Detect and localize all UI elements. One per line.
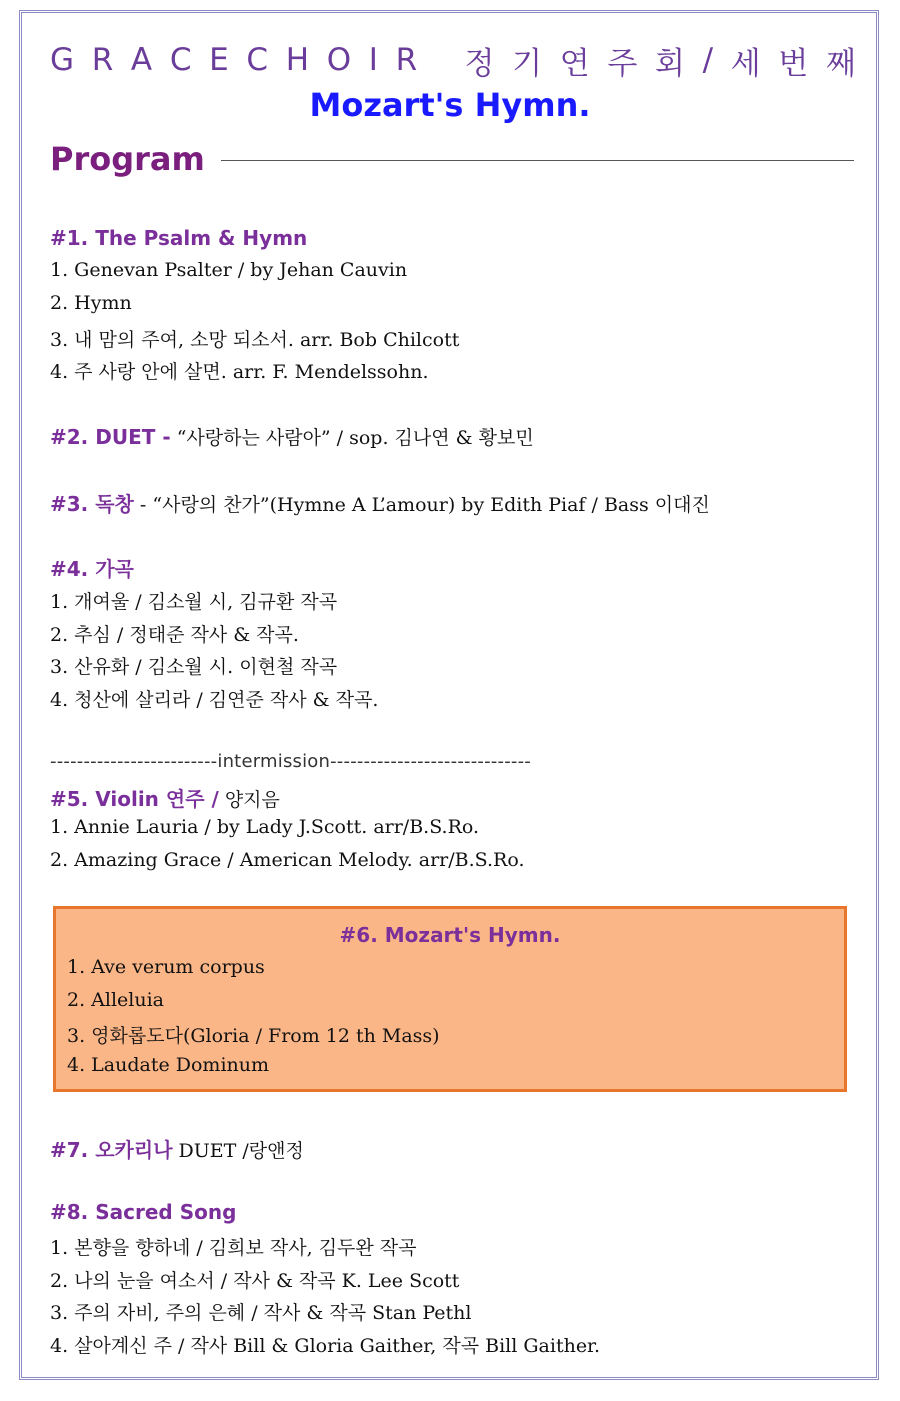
list-item: 3. 영화롭도다(Gloria / From 12 th Mass) — [67, 1025, 440, 1047]
section-2 — [50, 423, 534, 450]
program-heading: Program — [50, 140, 205, 178]
list-item: 3. 주의 자비, 주의 은혜 / 작사 & 작곡 Stan Pethl — [50, 1302, 472, 1324]
list-item: 2. 나의 눈을 여소서 / 작사 & 작곡 K. Lee Scott — [50, 1270, 460, 1292]
list-item: 3. 산유화 / 김소월 시. 이현철 작곡 — [50, 656, 338, 678]
section-5-heading: #5. Violin 연주 / — [50, 787, 219, 811]
list-item: 4. 주 사랑 안에 살면. arr. F. Mendelssohn. — [50, 361, 429, 383]
section-2-detail: “사랑하는 사람아” / sop. 김나연 & 황보민 — [170, 427, 534, 449]
title-letter: 번 — [778, 45, 809, 82]
section-7 — [50, 1134, 304, 1163]
title-letter: 회 — [655, 45, 685, 82]
list-item: 1. Annie Lauria / by Lady J.Scott. arr/B.S.Ro. — [50, 816, 480, 838]
list-item: 1. 본향을 향하네 / 김희보 작사, 김두완 작곡 — [50, 1237, 417, 1259]
title-letter: 세 — [730, 45, 761, 82]
title-letter: C — [246, 42, 269, 78]
title-letter: 기 — [512, 45, 543, 82]
title-letter: 연 — [559, 45, 590, 82]
title-letter: H — [285, 42, 310, 78]
intermission-divider: -------------------------intermission------------------------------ — [50, 751, 531, 772]
title-letter: 정 — [464, 45, 495, 82]
list-item: 4. 살아계신 주 / 작사 Bill & Gloria Gaither, 작곡 Bill Gaither. — [50, 1335, 601, 1357]
list-item: 2. Amazing Grace / American Melody. arr/B.S.Ro. — [50, 849, 525, 871]
section-3 — [50, 488, 710, 517]
list-item: 4. 청산에 살리라 / 김연준 작사 & 작곡. — [50, 689, 379, 711]
section-4-heading: #4. 가곡 — [50, 557, 134, 581]
title-letter: C — [169, 42, 192, 78]
list-item: 2. Hymn — [50, 292, 132, 314]
title-letter: G — [50, 42, 75, 78]
title-letter: E — [209, 42, 229, 78]
title-letter: O — [326, 42, 352, 78]
section-6-heading: #6. Mozart's Hymn. — [339, 923, 561, 947]
list-item: 4. Laudate Dominum — [67, 1054, 270, 1076]
section-7-heading: #7. 오카리나 — [50, 1138, 173, 1162]
section-2-heading: #2. DUET - — [50, 425, 171, 449]
title-letter: A — [130, 42, 153, 78]
list-item: 2. 추심 / 정태준 작사 & 작곡. — [50, 624, 299, 646]
section-5-detail: 양지음 — [218, 789, 280, 811]
list-item: 1. 개여울 / 김소월 시, 김규환 작곡 — [50, 591, 338, 613]
title-letter: R — [91, 42, 114, 78]
section-7-detail: DUET /랑앤정 — [172, 1140, 304, 1162]
title-letter: 주 — [607, 45, 638, 82]
section-3-detail: - “사랑의 찬가”(Hymne A L’amour) by Edith Piaf / Bass 이대진 — [133, 494, 710, 516]
section-5 — [50, 783, 280, 812]
title-letter: I — [368, 42, 378, 78]
list-item: 2. Alleluia — [67, 989, 165, 1011]
title-letter: R — [395, 42, 418, 78]
list-item: 1. Genevan Psalter / by Jehan Cauvin — [50, 259, 408, 281]
title-letter: 째 — [826, 45, 856, 82]
section-1-heading: #1. The Psalm & Hymn — [50, 226, 308, 250]
subtitle: Mozart's Hymn. — [309, 86, 591, 124]
program-rule — [221, 160, 854, 161]
title-letter: / — [702, 42, 714, 78]
section-8-heading: #8. Sacred Song — [50, 1200, 237, 1224]
list-item: 3. 내 맘의 주여, 소망 되소서. arr. Bob Chilcott — [50, 329, 460, 351]
concert-title — [50, 40, 856, 80]
section-3-heading: #3. 독창 — [50, 492, 134, 516]
list-item: 1. Ave verum corpus — [67, 956, 265, 978]
